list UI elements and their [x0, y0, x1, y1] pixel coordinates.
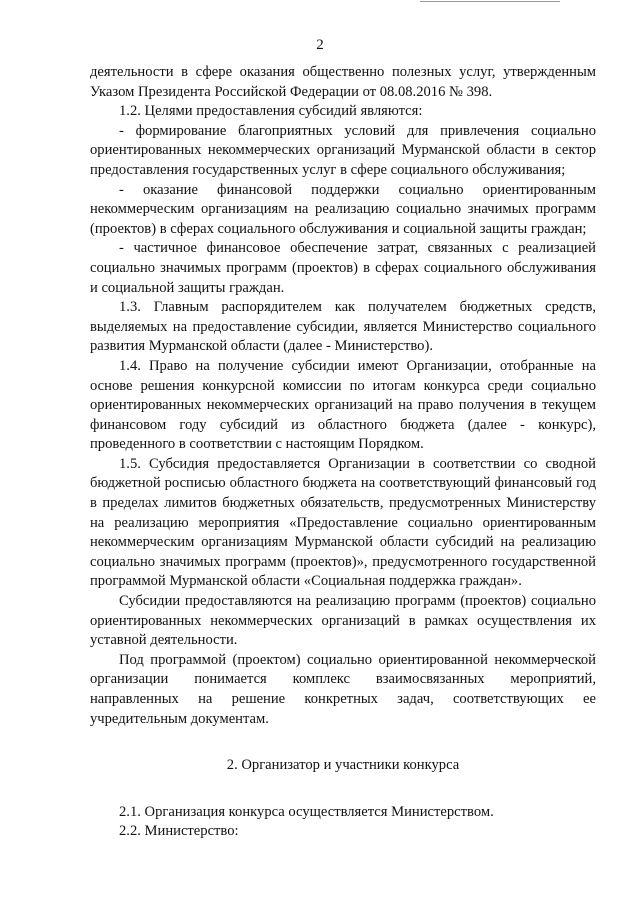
- paragraph-1-3: 1.3. Главным распорядителем как получателем бюджетных средств, выделяемых на предоставление субсидии, является Министерство социального развития Мурманской области (далее - Министерство).: [90, 299, 596, 355]
- paragraph-1-2: 1.2. Целями предоставления субсидий являются:: [119, 103, 423, 120]
- paragraph-2-1: 2.1. Организация конкурса осуществляется Министерством.: [119, 803, 494, 820]
- paragraph-2-2: 2.2. Министерство:: [119, 823, 239, 840]
- section-heading: 2. Организатор и участники конкурса: [226, 757, 460, 774]
- document-body: [90, 63, 596, 842]
- paragraph-goal-3: - частичное финансовое обеспечение затрат, связанных с реализацией социально значимых программ (проектов) в сферах социального обслуживания и социальной защиты граждан.: [90, 240, 596, 296]
- paragraph-goal-1: - формирование благоприятных условий для привлечения социально ориентированных некоммерческих организаций Мурманской области в сектор предоставления государственных услуг в сфере социального обслуживания;: [90, 122, 596, 178]
- paragraph-program-definition: Под программой (проектом) социально ориентированной некоммерческой организации понимается комплекс взаимосвязанных мероприятий, направленных на решение конкретных задач, соответствующих ее учредительным документам.: [90, 651, 596, 727]
- paragraph-1-5: 1.5. Субсидия предоставляется Организации в соответствии со сводной бюджетной росписью областного бюджета на соответствующий финансовый год в пределах лимитов бюджетных обязательств, предусмотренных Министерству на реализацию мероприятия «Предоставление социально ориентированным некоммерческим организациям Мурманской области субсидий на реализацию социально значимых программ (проектов)», предусмотренного государственной программой Мурманской области «Социальная поддержка граждан».: [90, 455, 596, 590]
- paragraph-continuation: деятельности в сфере оказания общественно полезных услуг, утвержденным Указом Президента Российской Федерации от 08.08.2016 № 398.: [90, 64, 596, 100]
- paragraph-subsidies: Субсидии предоставляются на реализацию программ (проектов) социально ориентированных некоммерческих организаций в рамках осуществления их уставной деятельности.: [90, 593, 596, 649]
- page-number: 2: [316, 37, 324, 53]
- top-edge-line: [420, 1, 560, 2]
- paragraph-1-4: 1.4. Право на получение субсидии имеют Организации, отобранные на основе решения конкурсной комиссии по итогам конкурса среди социально ориентированных некоммерческих организаций на право получения в текущем финансовом году субсидий из областного бюджета (далее - конкурс), проведенного в соответствии с настоящим Порядком.: [90, 357, 596, 453]
- paragraph-goal-2: - оказание финансовой поддержки социально ориентированным некоммерческим организациям на реализацию социально значимых программ (проектов) в сферах социального обслуживания и социальной защиты граждан;: [90, 181, 596, 237]
